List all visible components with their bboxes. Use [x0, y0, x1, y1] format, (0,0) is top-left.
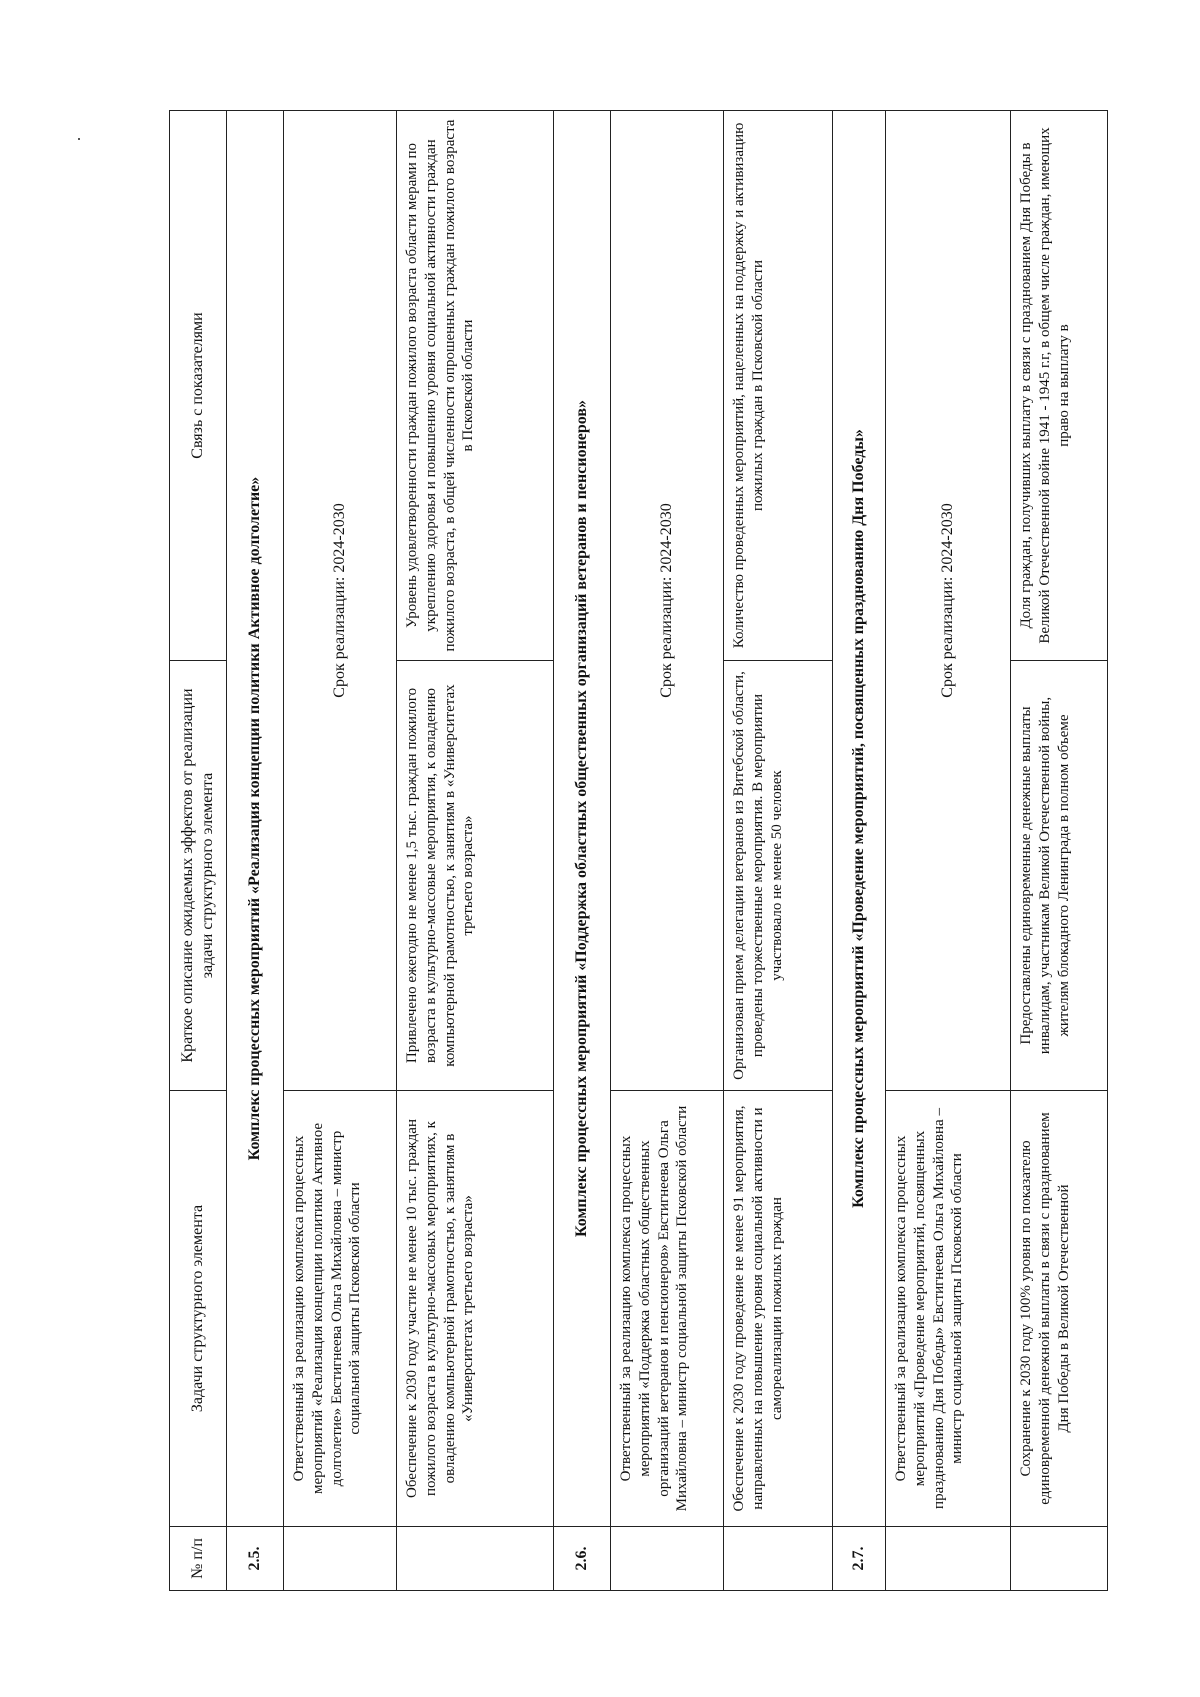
term-cell: Срок реализации: 2024-2030 [611, 111, 724, 1091]
section-number: 2.6. [554, 1527, 611, 1591]
table-header-row [170, 111, 227, 1591]
header-tasks: Задачи структурного элемента [170, 1091, 227, 1527]
section-row [554, 111, 611, 1591]
task-row [724, 111, 833, 1591]
section-row [227, 111, 284, 1591]
effect-cell: Привлечено ежегодно не менее 1,5 тыс. граждан пожилого возраста в культурно-массовые мероприятия, к овладению компьютерной грамотностью, к занятиям в «Университетах третьего возраста» [397, 661, 554, 1091]
term-cell: Срок реализации: 2024-2030 [886, 111, 1011, 1091]
responsible-row [284, 111, 397, 1591]
term-cell: Срок реализации: 2024-2030 [284, 111, 397, 1091]
structure-table [169, 110, 1108, 1591]
section-title: Комплекс процессных мероприятий «Проведение мероприятий, посвященных празднованию Дня Победы» [833, 111, 886, 1527]
task-cell: Сохранение к 2030 году 100% уровня по показателю единовременной денежной выплаты в связи с празднованием Дня Победы в Великой Отечественной [1011, 1091, 1108, 1527]
responsible-cell: Ответственный за реализацию комплекса процессных мероприятий «Поддержка областных общественных организаций ветеранов и пенсионеров» Евстигнеева Ольга Михайловна – министр социальной защиты Псковской области [611, 1091, 724, 1527]
task-cell: Обеспечение к 2030 году участие не менее 10 тыс. граждан пожилого возраста в культурно-массовых мероприятиях, к овладению компьютерной грамотностью, к занятиям в «Университетах третьего возраста» [397, 1091, 554, 1527]
empty-cell [1011, 1527, 1108, 1591]
section-number: 2.7. [833, 1527, 886, 1591]
responsible-row [886, 111, 1011, 1591]
effect-cell: Организован прием делегации ветеранов из Витебской области, проведены торжественные мероприятия. В мероприятии участвовало не менее 50 человек [724, 661, 833, 1091]
link-cell: Уровень удовлетворенности граждан пожилого возраста области мерами по укреплению здоровья и повышению уровня социальной активности граждан пожилого возраста, в общей численности опрошенных граждан пожилого возраста в Псковской области [397, 111, 554, 661]
empty-cell [611, 1527, 724, 1591]
link-cell: Количество проведенных мероприятий, нацеленных на поддержку и активизацию пожилых граждан в Псковской области [724, 111, 833, 661]
header-num: № п/п [170, 1527, 227, 1591]
effect-cell: Предоставлены единовременные денежные выплаты инвалидам, участникам Великой Отечественной войны, жителям блокадного Ленинграда в полном объеме [1011, 661, 1108, 1091]
empty-cell [284, 1527, 397, 1591]
task-row [1011, 111, 1108, 1591]
responsible-row [611, 111, 724, 1591]
empty-cell [886, 1527, 1011, 1591]
section-row [833, 111, 886, 1591]
scan-speck [78, 138, 80, 140]
empty-cell [724, 1527, 833, 1591]
header-link: Связь с показателями [170, 111, 227, 661]
task-row [397, 111, 554, 1591]
section-number: 2.5. [227, 1527, 284, 1591]
task-cell: Обеспечение к 2030 году проведение не менее 91 мероприятия, направленных на повышение уровня социальной активности и самореализации пожилых граждан [724, 1091, 833, 1527]
section-title: Комплекс процессных мероприятий «Поддержка областных общественных организаций ветеранов и пенсионеров» [554, 111, 611, 1527]
header-effects: Краткое описание ожидаемых эффектов от реализации задачи структурного элемента [170, 661, 227, 1091]
rotated-page [169, 111, 1115, 1591]
section-title: Комплекс процессных мероприятий «Реализация концепции политики Активное долголетие» [227, 111, 284, 1527]
responsible-cell: Ответственный за реализацию комплекса процессных мероприятий «Реализация концепции политики Активное долголетие» Евстигнеева Ольга Михайловна – министр социальной защиты Псковской области [284, 1091, 397, 1527]
link-cell: Доля граждан, получивших выплату в связи с празднованием Дня Победы в Великой Отечественной войне 1941 - 1945 г.г, в общем числе граждан, имеющих право на выплату в [1011, 111, 1108, 661]
responsible-cell: Ответственный за реализацию комплекса процессных мероприятий «Проведение мероприятий, посвященных празднованию Дня Победы» Евстигнеева Ольга Михайловна – министр социальной защиты Псковской области [886, 1091, 1011, 1527]
empty-cell [397, 1527, 554, 1591]
